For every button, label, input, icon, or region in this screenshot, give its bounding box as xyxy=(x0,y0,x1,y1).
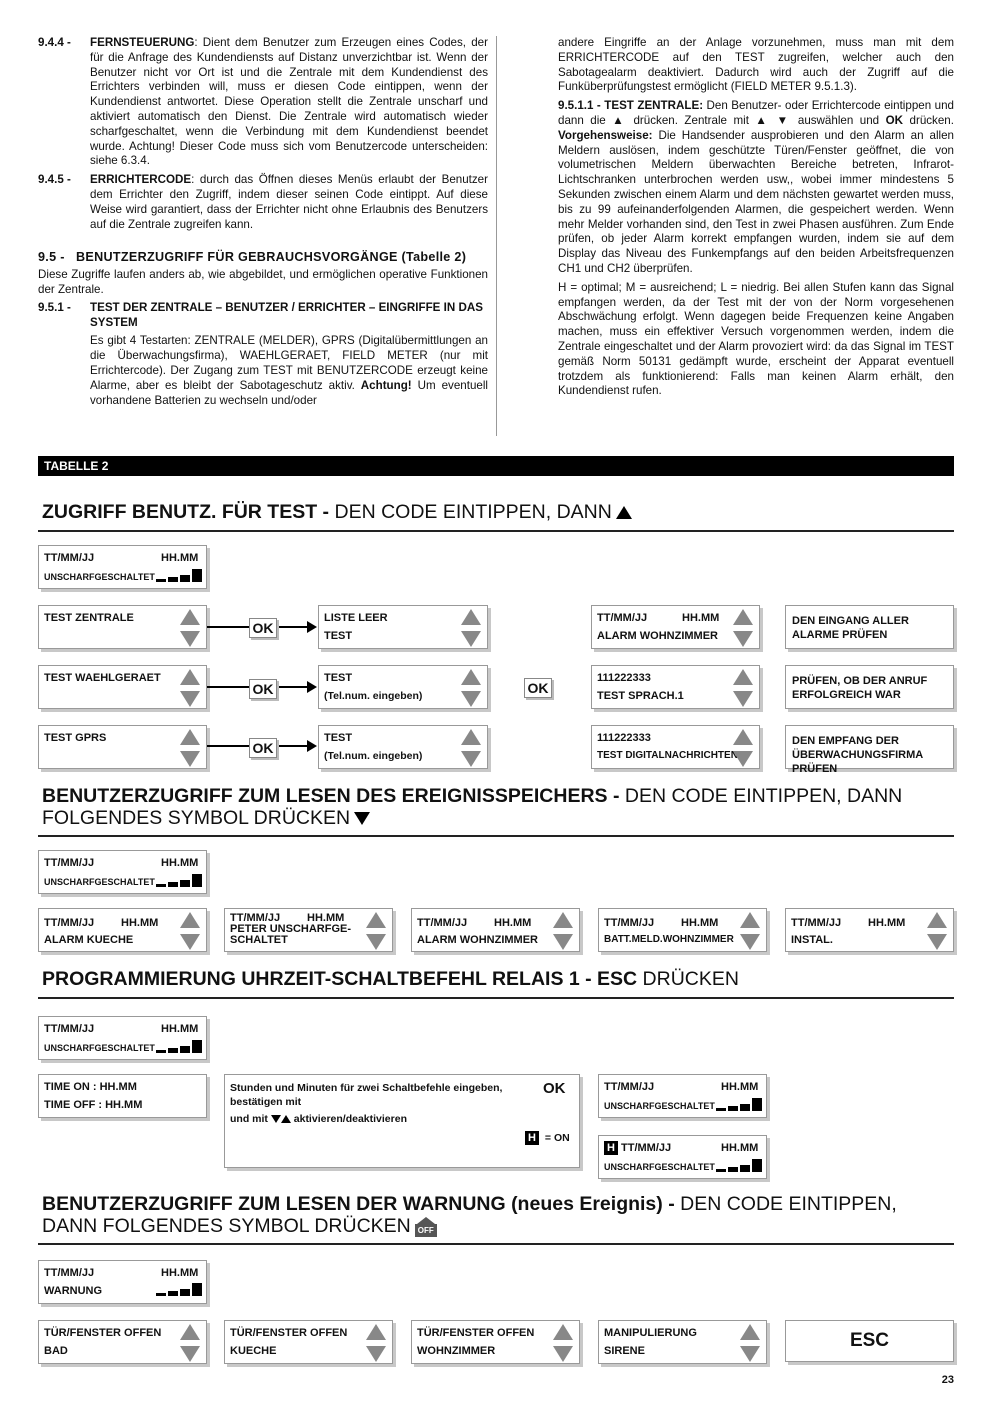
up-down-arrows-icon[interactable] xyxy=(366,911,386,951)
up-arrow-icon xyxy=(616,506,632,519)
ok-button[interactable]: OK xyxy=(249,618,277,638)
display-idle-h-on: H TT/MM/JJ HH.MM UNSCHARFGESCHALTET xyxy=(598,1135,767,1179)
note-box: DEN EMPFANG DER ÜBERWACHUNGSFIRMA PRÜFEN xyxy=(785,725,954,769)
note-box: DEN EINGANG ALLER ALARME PRÜFEN xyxy=(785,605,954,649)
up-down-arrows-icon[interactable] xyxy=(553,1323,573,1363)
signal-bars-icon xyxy=(716,1158,764,1172)
heading-event-log: BENUTZERZUGRIFF ZUM LESEN DES EREIGNISSPEICHERS - DEN CODE EINTIPPEN, DANN FOLGENDES SYMBOL DRÜCKEN xyxy=(42,785,903,829)
note-box: PRÜFEN, OB DER ANRUF ERFOLGREICH WAR xyxy=(785,665,954,709)
page-number: 23 xyxy=(941,1374,954,1386)
up-down-arrows-icon[interactable] xyxy=(461,608,481,648)
h-indicator-icon: H xyxy=(525,1131,539,1145)
down-arrow-icon xyxy=(271,1115,281,1123)
display-test-sprach: 111222333 TEST SPRACH.1 xyxy=(591,665,760,709)
arrow-right-icon xyxy=(307,681,317,693)
section-number: 9.4.5 - xyxy=(38,173,71,187)
up-down-arrows-icon[interactable] xyxy=(553,911,573,951)
ok-label: OK xyxy=(543,1080,566,1097)
up-down-arrows-icon[interactable] xyxy=(740,1323,760,1363)
section-9-5-1-text: Es gibt 4 Testarten: ZENTRALE (MELDER), GPRS (Digitalübermittlungen an die Überwachungsfirma), WAEHLGERAET, FIELD METER (nur mit Errichtercode). Der Zugang zum TEST mit BENUTZERCODE erzeugt keine Alarme, aber es bleibt der Sabotageschutz aktiv. Achtung! Um eventuell vorhandene Batterien zu wechseln und/oder xyxy=(90,334,488,407)
up-down-arrows-icon[interactable] xyxy=(733,668,753,708)
down-arrow-icon xyxy=(354,812,370,825)
paragraph: H = optimal; M = ausreichend; L = niedrig. Bei allen Stufen kann das Signal empfangen werden, da der Test mit der von der Norm vorgesehenen Abschwächung erfolgt. Wenn dagegen beide Frequenzen keine Angaben machen, muss ein effektiver Versuch vorgenommen werden, indem die Zentrale eingeschaltet und der Alarm provoziert wird: da das Signal im TEST gemäß Norm 50131 gedämpft wurde, erscheint der Apparat eventuell trotzdem als funktionierend: Falls man keinen Alarm erhält, den Kundendienst rufen. xyxy=(558,280,954,398)
section-title: TEST DER ZENTRALE – BENUTZER / ERRICHTER – EINGRIFFE IN DAS SYSTEM xyxy=(90,300,483,329)
section-number: 9.5.1 - xyxy=(38,300,71,314)
up-down-arrows-icon[interactable] xyxy=(927,911,947,951)
event-batt-meld[interactable]: TT/MM/JJ HH.MM BATT.MELD.WOHNZIMMER xyxy=(598,908,767,952)
up-down-arrows-icon[interactable] xyxy=(740,911,760,951)
warning-tuer-bad[interactable]: TÜR/FENSTER OFFEN BAD xyxy=(38,1320,207,1364)
up-down-arrows-icon[interactable] xyxy=(180,728,200,768)
signal-bars-icon xyxy=(156,873,204,887)
section-9-4-4 xyxy=(38,36,488,169)
section-text: : durch das Öffnen dieses Menüs erlaubt der Benutzer dem Errichter den Zugriff, indem dieser seinen Code eintippt. Auf diese Weise wird garantiert, dass der Errichter nicht ohne Erlaubnis des Benutzers auf die Zentrale zugreifen kann. xyxy=(90,173,488,231)
up-down-arrows-icon[interactable] xyxy=(733,728,753,768)
display-alarm-wohnzimmer: TT/MM/JJ HH.MM ALARM WOHNZIMMER xyxy=(591,605,760,649)
menu-test-gprs[interactable]: TEST GPRS xyxy=(38,725,207,769)
divider xyxy=(38,530,954,532)
display-idle: TT/MM/JJ HH.MM UNSCHARFGESCHALTET xyxy=(38,850,207,894)
up-down-arrows-icon[interactable] xyxy=(180,911,200,951)
event-alarm-kueche[interactable]: TT/MM/JJ HH.MM ALARM KUECHE xyxy=(38,908,207,952)
section-number: 9.4.4 - xyxy=(38,36,71,49)
signal-bars-icon xyxy=(156,1282,204,1296)
paragraph: andere Eingriffe an der Anlage vorzunehmen, muss man mit dem ERRICHTERCODE auf den TEST zugreifen, welcher auch den Sabotagealarm deaktiviert. Dadurch wird auch der Zugriff auf die Funküberprüfungstest ermöglicht (FIELD METER 9.5.1.3). xyxy=(558,36,954,94)
h-on-legend: H = ON xyxy=(525,1131,570,1145)
menu-test-zentrale[interactable]: TEST ZENTRALE xyxy=(38,605,207,649)
section-9-4-5 xyxy=(38,173,488,232)
event-instal[interactable]: TT/MM/JJ HH.MM INSTAL. xyxy=(785,908,954,952)
up-down-arrows-icon[interactable] xyxy=(366,1323,386,1363)
divider xyxy=(38,997,954,999)
section-9-5-1-1: 9.5.1.1 - TEST ZENTRALE: Den Benutzer- oder Errichtercode eintippen und dann die ▲ drücken. Zentrale mit ▲ ▼ auswählen und OK drücken. Vorgehensweise: Die Handsender ausprobieren und den Alarm an allen Meldern auslösen, indem geschützte Türen/Fenster geöffnet, die von volumetrischen Meldern überwachten Bereiche betreten, Infrarot-Lichtschranken unterbrochen werden usw,, wobei immer mindestens 5 Sekunden zwischen einem Alarm und dem nächsten gewartet werden muss, bis zu 99 aufeinanderfolgenden Alarmen, die gespeichert werden. Wenn mehr Melder vorhanden sind, den Test in zwei Phasen ausführen. Zum Ende prüfen, ob jeder Alarm korrekt empfangen wurden, indem sie auf dem Display das Niveau des Funkempfangs auf den beiden Arbeitsfrequenzen CH1 und CH2 überprüfen. xyxy=(558,99,954,275)
warning-tuer-kueche[interactable]: TÜR/FENSTER OFFEN KUECHE xyxy=(224,1320,393,1364)
display-time-on-off[interactable]: TIME ON : HH.MM TIME OFF : HH.MM xyxy=(38,1074,207,1118)
arrow-right-icon xyxy=(307,621,317,633)
divider xyxy=(38,1243,954,1245)
up-down-arrows-icon[interactable] xyxy=(461,668,481,708)
menu-test-waehlgeraet[interactable]: TEST WAEHLGERAET xyxy=(38,665,207,709)
esc-button[interactable]: ESC xyxy=(785,1320,954,1362)
ok-button[interactable]: OK xyxy=(249,679,277,699)
up-arrow-icon xyxy=(281,1115,291,1123)
section-9-5-text: Diese Zugriffe laufen anders ab, wie abgebildet, und ermöglichen operative Funktionen der Zentrale. xyxy=(38,268,488,296)
signal-bars-icon xyxy=(716,1097,764,1111)
display-test-telnum: TEST (Tel.num. eingeben) xyxy=(318,665,488,709)
section-title: FERNSTEUERUNG xyxy=(90,36,195,49)
section-title: BENUTZERZUGRIFF FÜR GEBRAUCHSVORGÄNGE (Tabelle 2) xyxy=(76,250,467,265)
warning-manipulierung[interactable]: MANIPULIERUNG SIRENE xyxy=(598,1320,767,1364)
event-alarm-wohnzimmer[interactable]: TT/MM/JJ HH.MM ALARM WOHNZIMMER xyxy=(411,908,580,952)
signal-bars-icon xyxy=(156,1039,204,1053)
heading-relay-program: PROGRAMMIERUNG UHRZEIT-SCHALTBEFEHL RELAIS 1 - ESC DRÜCKEN xyxy=(42,968,739,990)
display-warnung: TT/MM/JJ HH.MM WARNUNG xyxy=(38,1260,207,1304)
up-down-arrows-icon[interactable] xyxy=(733,608,753,648)
display-idle: TT/MM/JJ HH.MM UNSCHARFGESCHALTET xyxy=(598,1074,767,1118)
section-9-5-heading xyxy=(38,250,488,265)
table-label: TABELLE 2 xyxy=(38,456,954,476)
divider xyxy=(38,835,954,837)
up-down-arrows-icon[interactable] xyxy=(461,728,481,768)
section-9-5-1-heading xyxy=(38,301,488,331)
section-text: : Dient dem Benutzer zum Erzeugen eines Codes, der für die Anfrage des Kundendiensts auf Distanz unverzichtbar ist. Wenn der Benutzer nicht vor Ort ist und die Zentrale mit dem Kundendienst des Errichters verbinden will, muss er diesen Code eintippen, wenn der Kundendienst antwortet. Diese Operation stellt die Zentrale unscharf und aktiviert automatisch den Dienst. Die Zentrale wird automatisch wieder scharfgeschaltet, wenn die Verbindung mit dem Kundendienst beendet wurde. Achtung! Dieser Code muss sich vom Benutzercode unterscheiden: siehe 6.3.4. xyxy=(90,36,488,168)
heading-test-access: ZUGRIFF BENUTZ. FÜR TEST - DEN CODE EINTIPPEN, DANN xyxy=(42,501,632,523)
up-down-arrows-icon[interactable] xyxy=(180,668,200,708)
signal-bars-icon xyxy=(156,568,204,582)
h-indicator-icon: H xyxy=(604,1141,618,1155)
ok-button[interactable]: OK xyxy=(524,678,552,698)
right-column xyxy=(558,36,954,403)
display-test-digital: 111222333 TEST DIGITALNACHRICHTEN xyxy=(591,725,760,769)
warning-tuer-wohnzimmer[interactable]: TÜR/FENSTER OFFEN WOHNZIMMER xyxy=(411,1320,580,1364)
up-down-arrows-icon[interactable] xyxy=(180,1323,200,1363)
heading-warning: BENUTZERZUGRIFF ZUM LESEN DER WARNUNG (neues Ereignis) - DEN CODE EINTIPPEN, DANN FOLGENDES SYMBOL DRÜCKEN OFF xyxy=(42,1193,897,1237)
display-idle: TT/MM/JJ HH.MM UNSCHARFGESCHALTET xyxy=(38,1016,207,1060)
up-down-arrows-icon[interactable] xyxy=(180,608,200,648)
column-divider xyxy=(496,36,497,436)
display-test-telnum: TEST (Tel.num. eingeben) xyxy=(318,725,488,769)
display-liste-leer: LISTE LEER TEST xyxy=(318,605,488,649)
left-column xyxy=(38,36,488,408)
section-title: ERRICHTERCODE xyxy=(90,173,192,187)
section-number: 9.5 - xyxy=(38,250,65,265)
arrow-right-icon xyxy=(307,740,317,752)
event-peter-unscharf[interactable]: TT/MM/JJ HH.MM PETER UNSCHARFGE- SCHALTET xyxy=(224,908,393,952)
ok-button[interactable]: OK xyxy=(249,738,277,758)
display-idle: TT/MM/JJ HH.MM UNSCHARFGESCHALTET xyxy=(38,545,207,589)
instruction-box: Stunden und Minuten für zwei Schaltbefehle eingeben, bestätigen mit OK und mit aktivieren/deaktivieren H = ON xyxy=(224,1074,580,1168)
off-house-icon: OFF xyxy=(415,1217,437,1237)
